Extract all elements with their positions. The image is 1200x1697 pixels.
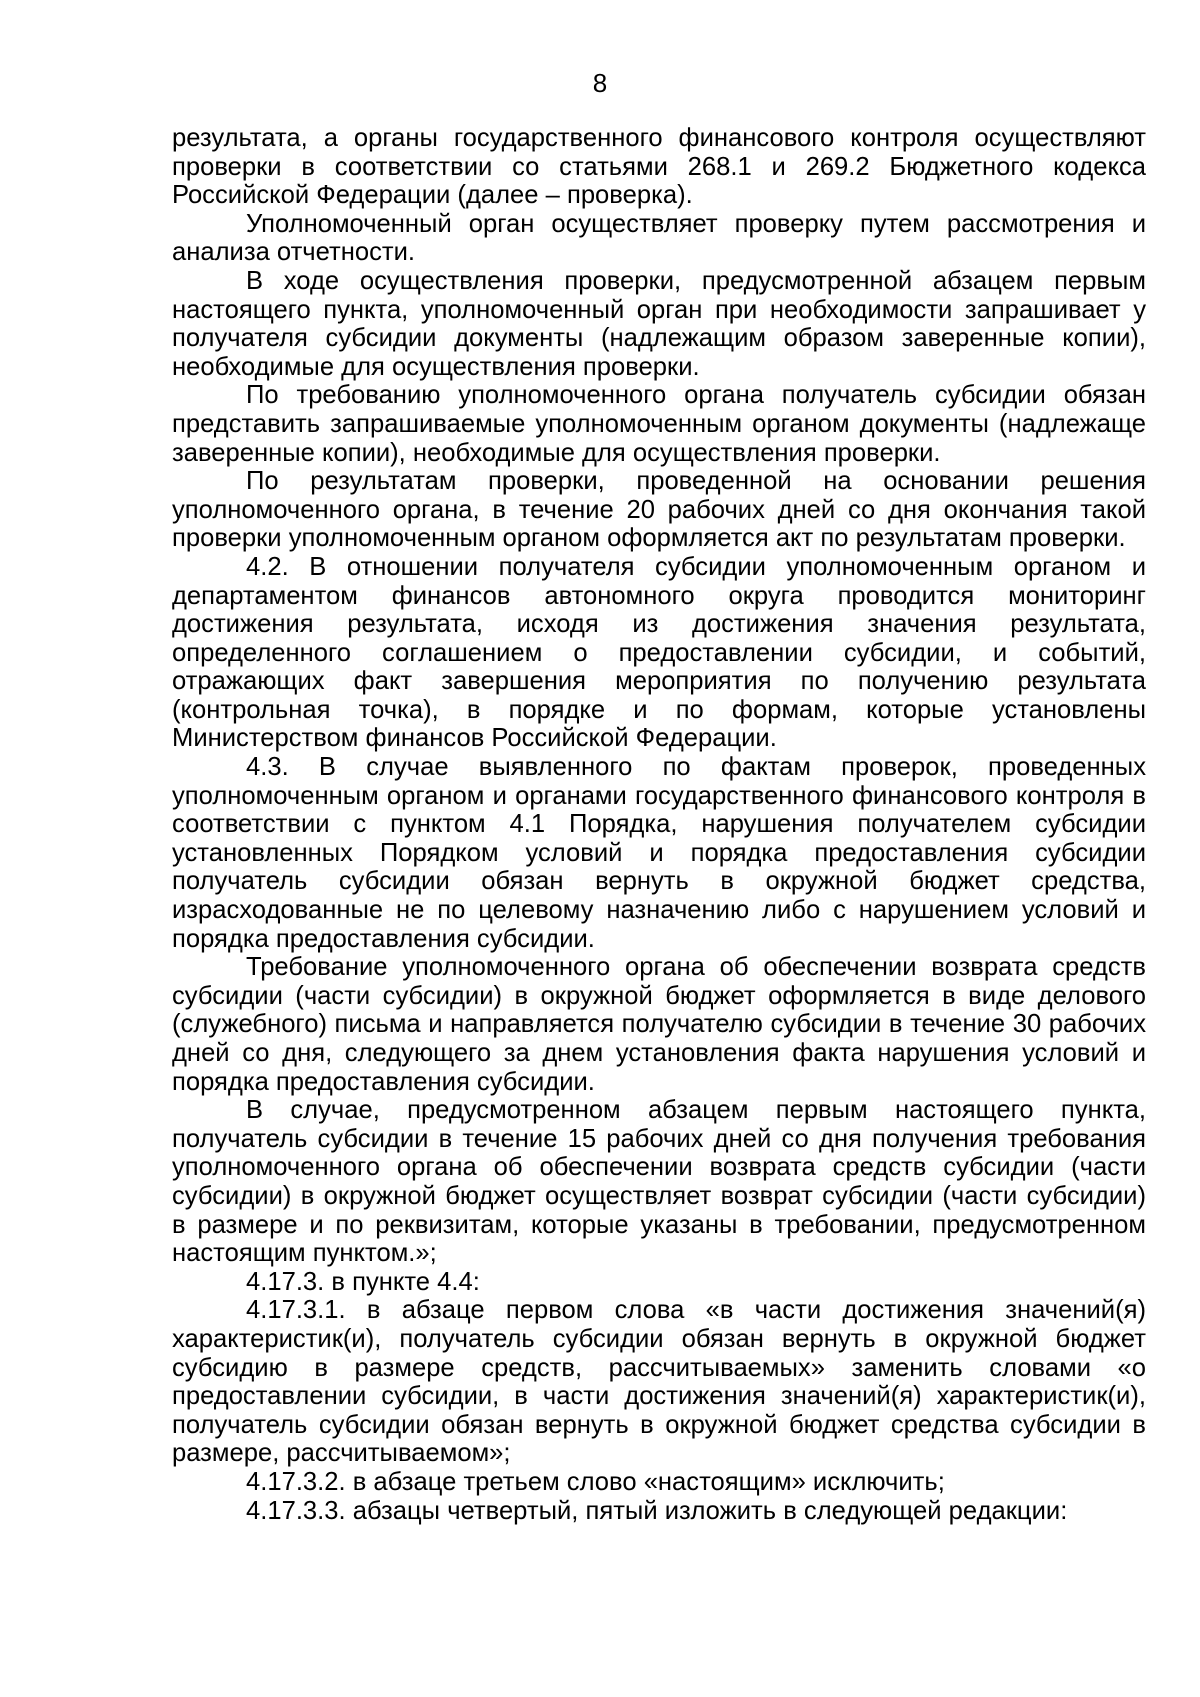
paragraph: Требование уполномоченного органа об обеспечении возврата средств субсидии (части субсидии) в окружной бюджет оформляется в виде делового (служебного) письма и направляется получателю субсидии в течение 30 рабочих дней со дня, следующего за днем установления факта нарушения условий и порядка предоставления субсидии. (172, 953, 1146, 1096)
paragraph: По результатам проверки, проведенной на основании решения уполномоченного органа, в течение 20 рабочих дней со дня окончания такой проверки уполномоченным органом оформляется акт по результатам проверки. (172, 467, 1146, 553)
paragraph: В случае, предусмотренном абзацем первым настоящего пункта, получатель субсидии в течение 15 рабочих дней со дня получения требования уполномоченного органа об обеспечении возврата средств субсидии (части субсидии) в окружной бюджет осуществляет возврат субсидии (части субсидии) в размере и по реквизитам, которые указаны в требовании, предусмотренном настоящим пунктом.»; (172, 1096, 1146, 1268)
paragraph: 4.17.3.3. абзацы четвертый, пятый изложить в следующей редакции: (246, 1496, 1068, 1525)
paragraph: По требованию уполномоченного органа получатель субсидии обязан представить запрашиваемые уполномоченным органом документы (надлежаще заверенные копии), необходимые для осуществления проверки. (172, 381, 1146, 467)
page-number: 8 (592, 68, 608, 98)
paragraph: результата, а органы государственного финансового контроля осуществляют проверки в соответствии со статьями 268.1 и 269.2 Бюджетного кодекса Российской Федерации (далее – проверка). (172, 124, 1146, 210)
document-body (172, 124, 1146, 1525)
paragraph: В ходе осуществления проверки, предусмотренной абзацем первым настоящего пункта, уполномоченный орган при необходимости запрашивает у получателя субсидии документы (надлежащим образом заверенные копии), необходимые для осуществления проверки. (172, 266, 1146, 381)
paragraph: 4.17.3. в пункте 4.4: (246, 1267, 480, 1296)
paragraph: 4.17.3.1. в абзаце первом слова «в части достижения значений(я) характеристик(и), получатель субсидии обязан вернуть в окружной бюджет субсидию в размере средств, рассчитываемых» заменить словами «о предоставлении субсидии, в части достижения значений(я) характеристик(и), получатель субсидии обязан вернуть в окружной бюджет средства субсидии в размере, рассчитываемом»; (172, 1296, 1146, 1468)
paragraph: 4.2. В отношении получателя субсидии уполномоченным органом и департаментом финансов автономного округа проводится мониторинг достижения результата, исходя из достижения значения результата, определенного соглашением о предоставлении субсидии, и событий, отражающих факт завершения мероприятия по получению результата (контрольная точка), в порядке и по формам, которые установлены Министерством финансов Российской Федерации. (172, 552, 1146, 753)
paragraph: Уполномоченный орган осуществляет проверку путем рассмотрения и анализа отчетности. (172, 209, 1146, 267)
paragraph: 4.17.3.2. в абзаце третьем слово «настоящим» исключить; (246, 1467, 945, 1496)
paragraph: 4.3. В случае выявленного по фактам проверок, проведенных уполномоченным органом и органами государственного финансового контроля в соответствии с пунктом 4.1 Порядка, нарушения получателем субсидии установленных Порядком условий и порядка предоставления субсидии получатель субсидии обязан вернуть в окружной бюджет средства, израсходованные не по целевому назначению либо с нарушением условий и порядка предоставления субсидии. (172, 753, 1146, 953)
